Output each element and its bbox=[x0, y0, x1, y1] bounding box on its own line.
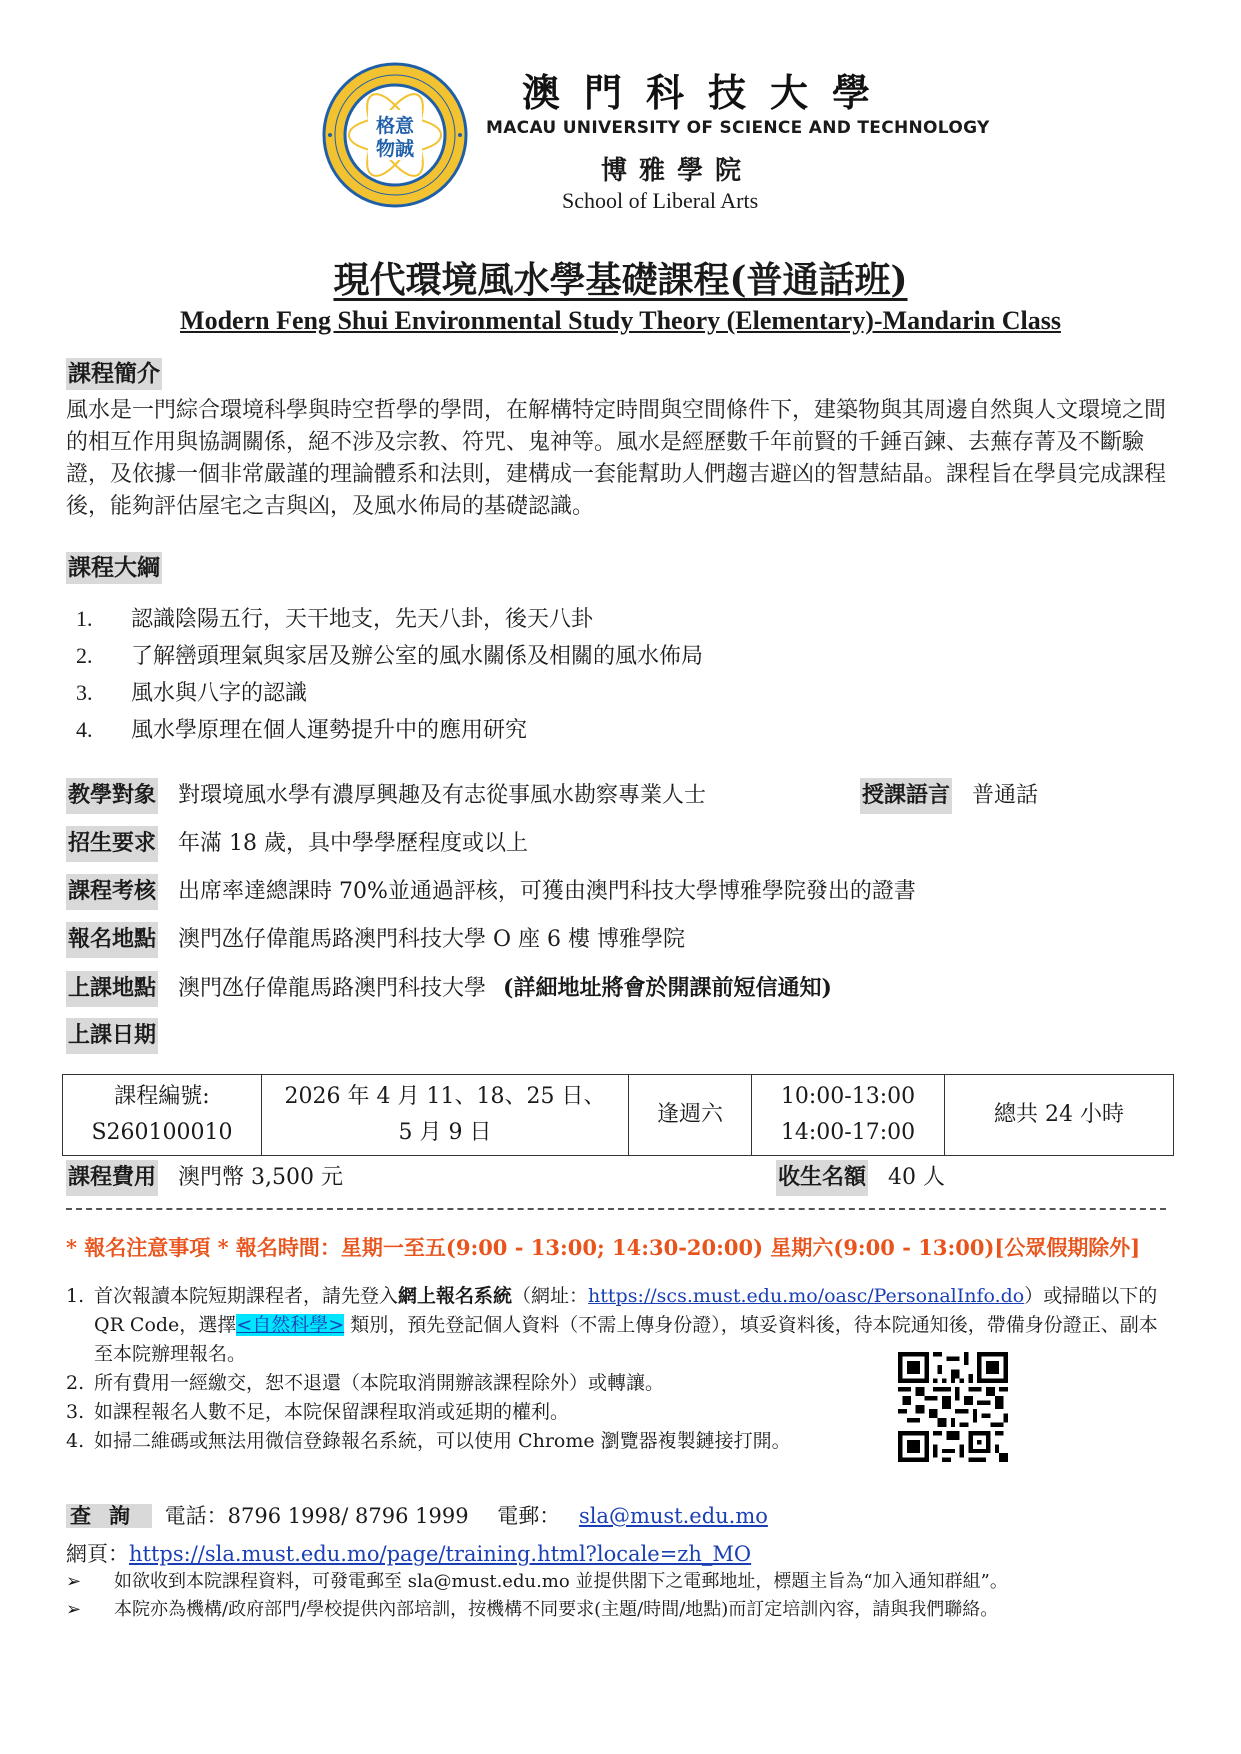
class-place-row bbox=[66, 970, 832, 1006]
admission-row bbox=[66, 826, 528, 862]
assessment-row bbox=[66, 874, 916, 910]
list-item-number: 3. bbox=[76, 680, 93, 705]
online-registration-system: 網上報名系統 bbox=[398, 1285, 513, 1307]
time-slot-2: 14:00-17:00 bbox=[780, 1120, 916, 1145]
quota-row bbox=[776, 1160, 945, 1196]
list-item-number: 2. bbox=[76, 643, 93, 668]
list-item bbox=[66, 1568, 1176, 1596]
note-text: 如掃二維碼或無法用微信登錄報名系統，可以使用 Chrome 瀏覽器複製鏈接打開。 bbox=[94, 1430, 791, 1452]
list-item bbox=[66, 674, 1166, 711]
course-code: S260100010 bbox=[91, 1120, 233, 1145]
admission-label: 招生要求 bbox=[66, 826, 158, 862]
registration-notice: * 報名注意事項 * 報名時間：星期一至五(9:00 - 13:00; 14:30-20:00) 星期六(9:00 - 13:00)[公眾假期除外] bbox=[66, 1235, 1141, 1260]
note-text: 類別，預先登記個人資料（不需上傳身份證），填妥資料後，待本院通知後，帶備身份證正、副本至本院辦理報名。 bbox=[94, 1314, 1158, 1365]
intro-text: 風水是一門綜合環境科學與時空哲學的學問，在解構特定時間與空間條件下，建築物與其周邊自然與人文環境之間的相互作用與協調關係，絕不涉及宗教、符咒、鬼神等。風水是經歷數千年前賢的千錘百鍊、去蕪存菁及不斷驗證，及依據一個非常嚴謹的理論體系和法則，建構成一套能幫助人們趨吉避凶的智慧結晶。課程旨在學員完成課程後，能夠評估屋宅之吉與凶，及風水佈局的基礎認識。 bbox=[66, 398, 1167, 519]
website-label: 網頁： bbox=[66, 1542, 129, 1566]
target-label: 教學對象 bbox=[66, 778, 158, 814]
course-title-zh: 現代環境風水學基礎課程(普通話班) bbox=[333, 259, 908, 301]
category-highlight: <自然科學> bbox=[236, 1314, 345, 1336]
course-code-cell bbox=[63, 1075, 262, 1156]
info-bullets bbox=[66, 1568, 1176, 1624]
note-number: 3. bbox=[66, 1401, 85, 1423]
outline-list bbox=[66, 600, 1166, 748]
fee-row bbox=[66, 1160, 343, 1196]
university-logo bbox=[322, 62, 468, 208]
note-text: 所有費用一經繳交，恕不退還（本院取消開辦該課程除外）或轉讓。 bbox=[94, 1372, 665, 1394]
dashed-divider bbox=[66, 1208, 1166, 1210]
note-number: 4. bbox=[66, 1430, 85, 1452]
list-item-text: 認識陰陽五行，天干地支，先天八卦，後天八卦 bbox=[131, 607, 594, 632]
dates-cell bbox=[262, 1075, 629, 1156]
svg-text:格意: 格意 bbox=[375, 115, 415, 137]
intro-heading: 課程簡介 bbox=[66, 358, 162, 390]
note-text: 如課程報名人數不足，本院保留課程取消或延期的權利。 bbox=[94, 1401, 570, 1423]
note-number: 1. bbox=[66, 1285, 85, 1307]
qr-code[interactable] bbox=[898, 1352, 1008, 1462]
university-name-en: MACAU UNIVERSITY OF SCIENCE AND TECHNOLOGY bbox=[486, 118, 990, 138]
target-value: 對環境風水學有濃厚興趣及有志從事風水勘察專業人士 bbox=[178, 783, 707, 808]
contact-email-label: 電郵： bbox=[497, 1504, 561, 1528]
course-title-en: Modern Feng Shui Environmental Study Theory (Elementary)-Mandarin Class bbox=[180, 306, 1061, 335]
language-value: 普通話 bbox=[972, 783, 1039, 808]
list-item bbox=[66, 1369, 914, 1398]
list-item bbox=[66, 1398, 914, 1427]
dates-line1: 2026 年 4 月 11、18、25 日、 bbox=[284, 1084, 606, 1109]
note-text: ）或掃瞄以下的 QR Code，選擇 bbox=[94, 1285, 1158, 1336]
list-item-text: 風水學原理在個人運勢提升中的應用研究 bbox=[131, 718, 528, 743]
note-text: 首次報讀本院短期課程者，請先登入 bbox=[94, 1285, 399, 1307]
list-item-number: 4. bbox=[76, 717, 93, 742]
contact-row bbox=[66, 1500, 768, 1530]
arrow-bullet-icon: ➢ bbox=[66, 1599, 82, 1620]
dates-line2: 5 月 9 日 bbox=[398, 1120, 492, 1145]
website-row bbox=[66, 1538, 751, 1568]
list-item-text: 風水與八字的認識 bbox=[131, 681, 308, 706]
language-row bbox=[860, 778, 1038, 814]
assessment-label: 課程考核 bbox=[66, 874, 158, 910]
website-link[interactable]: https://sla.must.edu.mo/page/training.html?locale=zh_MO bbox=[129, 1542, 752, 1566]
registration-place-row bbox=[66, 922, 685, 958]
school-name-en: School of Liberal Arts bbox=[562, 188, 759, 213]
assessment-value: 出席率達總課時 70%並通過評核，可獲由澳門科技大學博雅學院發出的證書 bbox=[178, 879, 916, 904]
outline-heading: 課程大綱 bbox=[66, 552, 162, 584]
course-code-label: 課程編號: bbox=[114, 1084, 210, 1109]
contact-phone: 電話：8796 1998/ 8796 1999 bbox=[164, 1504, 469, 1528]
registration-link[interactable]: https://scs.must.edu.mo/oasc/PersonalInfo.do bbox=[588, 1285, 1025, 1307]
contact-email-link[interactable]: sla@must.edu.mo bbox=[578, 1504, 768, 1528]
arrow-bullet-icon: ➢ bbox=[66, 1571, 82, 1592]
note-number: 2. bbox=[66, 1372, 85, 1394]
quota-value: 40 人 bbox=[888, 1165, 946, 1190]
fee-value: 澳門幣 3,500 元 bbox=[178, 1165, 343, 1190]
class-place-note: (詳細地址將會於開課前短信通知) bbox=[503, 975, 832, 1001]
svg-text:物誠: 物誠 bbox=[375, 138, 415, 160]
dates-label: 上課日期 bbox=[66, 1018, 158, 1054]
time-cell bbox=[752, 1075, 945, 1156]
fee-label: 課程費用 bbox=[66, 1160, 158, 1196]
schedule-table bbox=[62, 1074, 1174, 1156]
bullet-text: 本院亦為機構/政府部門/學校提供內部培訓，按機構不同要求(主題/時間/地點)而訂定培訓內容，請與我們聯絡。 bbox=[114, 1599, 999, 1620]
contact-label: 查詢 bbox=[66, 1504, 152, 1528]
dates-row bbox=[66, 1018, 158, 1054]
registration-notes bbox=[66, 1282, 1176, 1456]
quota-label: 收生名額 bbox=[776, 1160, 868, 1196]
registration-place-label: 報名地點 bbox=[66, 922, 158, 958]
bullet-text: 如欲收到本院課程資料，可發電郵至 sla@must.edu.mo 並提供閣下之電郵地址，標題主旨為“加入通知群組”。 bbox=[114, 1571, 1008, 1592]
weekday-cell: 逢週六 bbox=[629, 1075, 752, 1156]
admission-value: 年滿 18 歲，具中學學歷程度或以上 bbox=[178, 831, 528, 856]
language-label: 授課語言 bbox=[860, 778, 952, 814]
list-item-text: 了解巒頭理氣與家居及辦公室的風水關係及相關的風水佈局 bbox=[131, 644, 704, 669]
note-text: （網址： bbox=[512, 1285, 589, 1307]
list-item-number: 1. bbox=[76, 606, 93, 631]
total-hours-cell: 總共 24 小時 bbox=[945, 1075, 1174, 1156]
table-row bbox=[63, 1075, 1174, 1156]
time-slot-1: 10:00-13:00 bbox=[780, 1084, 916, 1109]
list-item bbox=[66, 1427, 914, 1456]
list-item bbox=[66, 711, 1166, 748]
school-name-zh: 博雅學院 bbox=[601, 156, 754, 186]
list-item bbox=[66, 1282, 1176, 1369]
university-name-zh: 澳門科技大學 bbox=[522, 70, 895, 115]
class-place-value: 澳門氹仔偉龍馬路澳門科技大學 bbox=[178, 976, 487, 1001]
target-row bbox=[66, 778, 706, 814]
list-item bbox=[66, 600, 1166, 637]
registration-place-value: 澳門氹仔偉龍馬路澳門科技大學 O 座 6 樓 博雅學院 bbox=[178, 927, 686, 952]
list-item bbox=[66, 637, 1166, 674]
list-item bbox=[66, 1596, 1176, 1624]
class-place-label: 上課地點 bbox=[66, 971, 158, 1007]
